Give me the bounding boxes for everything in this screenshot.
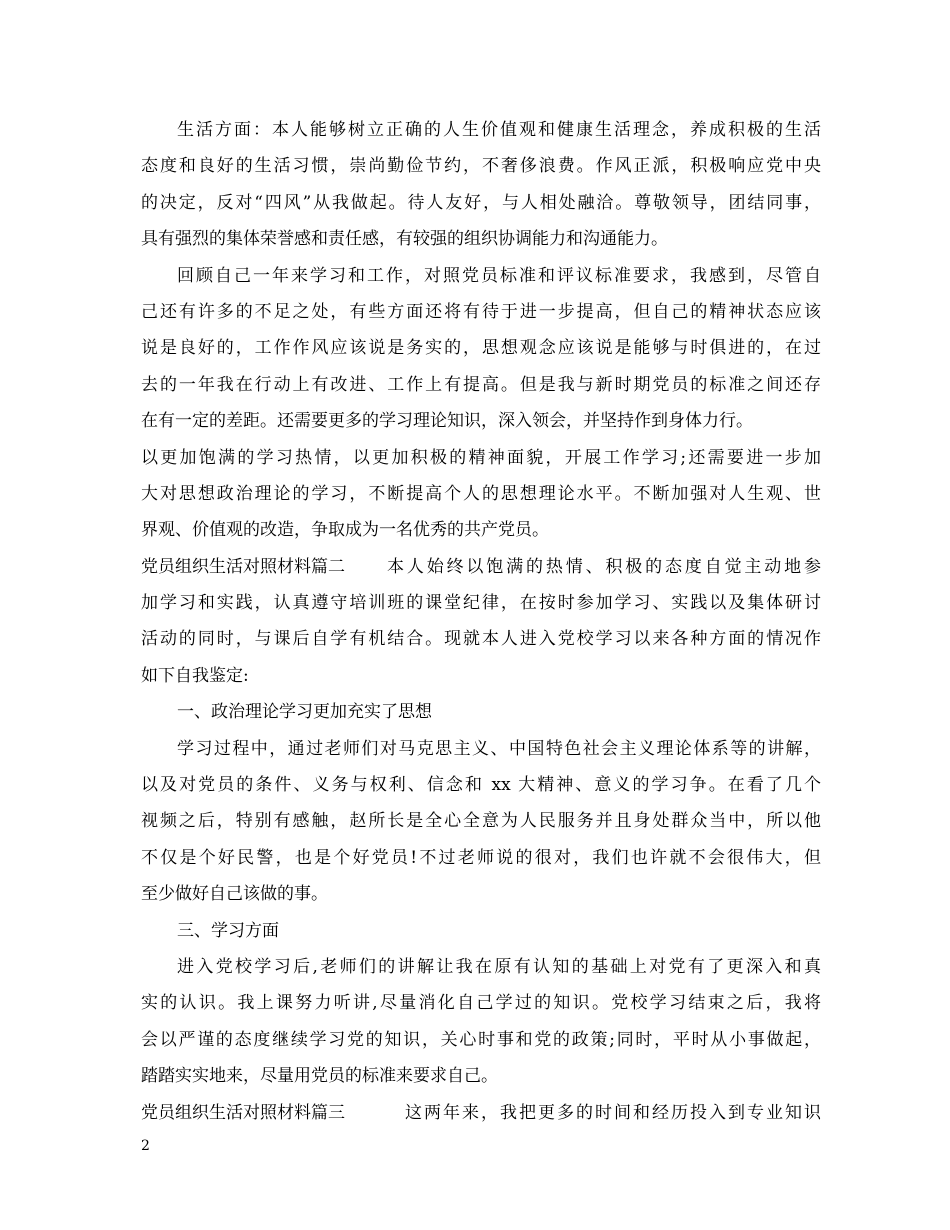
section-heading-title: 党员组织生活对照材料篇二 bbox=[141, 556, 345, 577]
text-line: 实的认识。我上课努力听讲,尽量消化自己学过的知识。党校学习结束之后，我将 bbox=[141, 993, 821, 1014]
text-line: 活动的同时，与课后自学有机结合。现就本人进入党校学习以来各种方面的情况作 bbox=[141, 629, 821, 650]
text-line: 进入党校学习后,老师们的讲解让我在原有认知的基础上对党有了更深入和真 bbox=[177, 956, 821, 977]
text-line: 的决定，反对“四风”从我做起。待人友好，与人相处融洽。尊敬领导，团结同事， bbox=[141, 192, 821, 213]
text-line: 生活方面：本人能够树立正确的人生价值观和健康生活理念，养成积极的生活 bbox=[177, 120, 821, 140]
text-line: 具有强烈的集体荣誉感和责任感，有较强的组织协调能力和沟通能力。 bbox=[141, 229, 668, 250]
document-body bbox=[141, 112, 821, 1131]
section-heading-line bbox=[141, 1095, 821, 1131]
text-line: 在有一定的差距。还需要更多的学习理论知识，深入领会，并坚持作到身体力行。 bbox=[141, 411, 753, 432]
text-line: 以及对党员的条件、义务与权利、信念和 xx 大精神、意义的学习争。在看了几个 bbox=[141, 775, 821, 796]
text-line: 会以严谨的态度继续学习党的知识，关心时事和党的政策;同时，平时从小事做起， bbox=[141, 1029, 821, 1050]
subheading-line: 三、学习方面 bbox=[177, 920, 279, 941]
text-line: 说是良好的，工作作风应该说是务实的，思想观念应该说是能够与时俱进的，在过 bbox=[141, 338, 821, 359]
section-heading-text: 这两年来，我把更多的时间和经历投入到专业知识 bbox=[405, 1102, 821, 1123]
section-heading-title: 党员组织生活对照材料篇三 bbox=[141, 1102, 345, 1123]
text-line: 不仅是个好民警，也是个好党员!不过老师说的很对，我们也许就不会很伟大，但 bbox=[141, 847, 821, 868]
text-line: 学习过程中，通过老师们对马克思主义、中国特色社会主义理论体系等的讲解， bbox=[177, 738, 821, 759]
text-line: 视频之后，特别有感触，赵所长是全心全意为人民服务并且身处群众当中，所以他 bbox=[141, 811, 821, 832]
text-line: 加学习和实践，认真遵守培训班的课堂纪律，在按时参加学习、实践以及集体研讨 bbox=[141, 593, 821, 614]
section-heading-text: 本人始终以饱满的热情、积极的态度自觉主动地参 bbox=[387, 556, 821, 577]
subheading-line: 一、政治理论学习更加充实了思想 bbox=[177, 702, 432, 723]
text-line: 以更加饱满的学习热情，以更加积极的精神面貌，开展工作学习;还需要进一步加 bbox=[141, 447, 821, 468]
text-line: 回顾自己一年来学习和工作，对照党员标准和评议标准要求，我感到，尽管自 bbox=[177, 265, 821, 286]
text-line: 界观、价值观的改造，争取成为一名优秀的共产党员。 bbox=[141, 520, 549, 541]
section-heading-line bbox=[141, 549, 821, 585]
text-line: 至少做好自己该做的事。 bbox=[141, 884, 328, 905]
text-line: 态度和良好的生活习惯，崇尚勤俭节约，不奢侈浪费。作风正派，积极响应党中央 bbox=[141, 156, 821, 177]
text-line: 己还有许多的不足之处，有些方面还将有待于进一步提高，但自己的精神状态应该 bbox=[141, 301, 821, 322]
text-line: 大对思想政治理论的学习，不断提高个人的思想理论水平。不断加强对人生观、世 bbox=[141, 483, 821, 504]
page-number: 2 bbox=[141, 1138, 150, 1154]
text-line: 踏踏实实地来，尽量用党员的标准来要求自己。 bbox=[141, 1066, 498, 1087]
text-line: 如下自我鉴定: bbox=[141, 665, 249, 686]
text-line: 去的一年我在行动上有改进、工作上有提高。但是我与新时期党员的标准之间还存 bbox=[141, 374, 821, 395]
